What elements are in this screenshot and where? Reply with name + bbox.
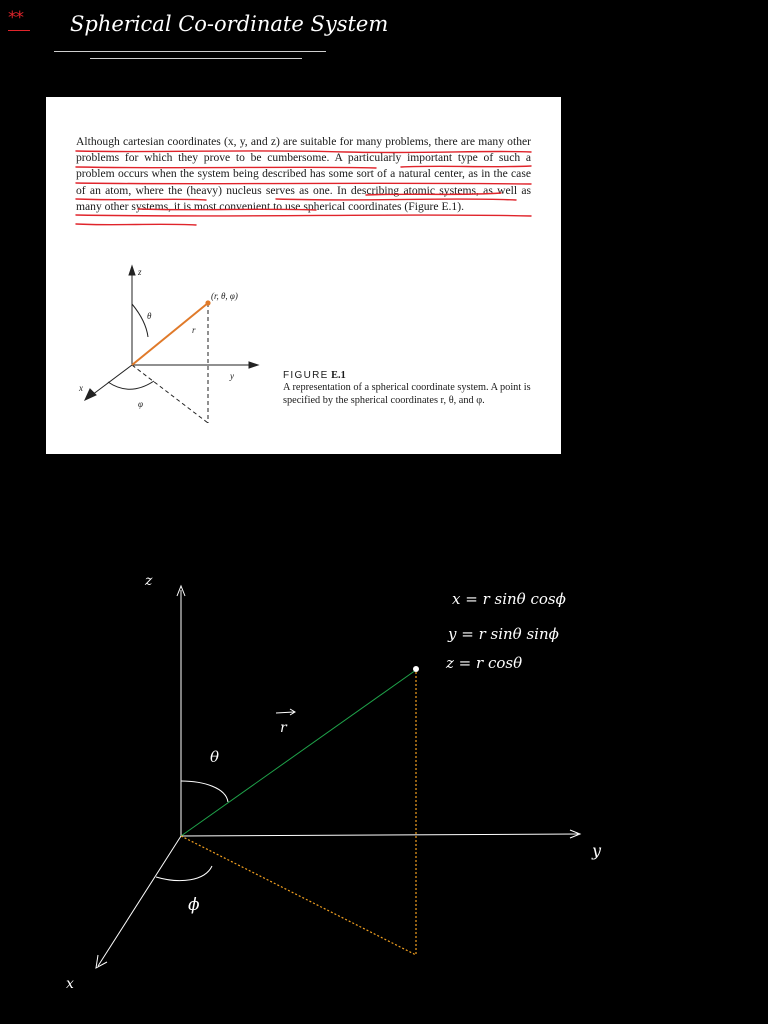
equation-z: z = r cosθ (446, 654, 523, 672)
fig-point-label: (r, θ, φ) (211, 291, 238, 301)
hand-phi-arc (156, 866, 212, 881)
fig-label-z: z (138, 267, 142, 277)
equation-y: y = r sinθ sinϕ (448, 625, 559, 643)
fig-point-dot (205, 300, 210, 305)
hand-label-theta: θ (210, 748, 220, 766)
figure-caption-text: A representation of a spherical coordinate system. A point is specified by the spherical coordinates r, θ, and φ. (283, 382, 531, 406)
hand-theta-arc (181, 781, 228, 802)
page-title: Spherical Co-ordinate System (70, 12, 389, 36)
title-underline-second (90, 58, 302, 59)
hand-label-x: x (66, 976, 74, 992)
title-underline (54, 51, 326, 52)
fig-y-arrowhead (249, 362, 258, 368)
fig-phi-arc (108, 381, 154, 389)
textbook-excerpt (46, 97, 561, 454)
fig-projection-line (132, 365, 208, 423)
hand-x-axis (98, 836, 181, 966)
figure-caption (283, 370, 533, 407)
figure-caption-title (283, 370, 533, 382)
fig-z-arrowhead (129, 266, 135, 275)
fig-theta-arc (132, 304, 148, 337)
fig-x-axis (92, 365, 132, 395)
stars-mark: ** (8, 8, 23, 28)
hand-label-r: r (280, 720, 287, 736)
equation-x: x = r sinθ cosϕ (452, 590, 566, 608)
figure-caption-number: E.1 (331, 370, 346, 381)
hand-projection-line (181, 836, 416, 955)
textbook-paragraph (76, 134, 531, 215)
hand-x-arrowhead (96, 955, 107, 968)
handwritten-diagram (0, 470, 768, 1024)
fig-label-x: x (79, 383, 83, 393)
vector-arrow-bar (276, 712, 294, 713)
paragraph-text: Although cartesian coordinates (x, y, and z) are suitable for many problems, there are many other problems for which they prove to be cumbersome. A particularly important type of such a problem occurs when the system being described has some sort of a natural center, as in the case of an atom, where the (heavy) nucleus serves as one. In describing atomic systems, as well as many other systems, it is most convenient to use spherical coordinates (Figure E.1). (76, 135, 531, 213)
hand-label-phi: ϕ (188, 895, 200, 915)
fig-label-phi: φ (138, 399, 143, 409)
fig-x-arrowhead (85, 389, 96, 400)
figure-caption-label: FIGURE (283, 370, 329, 381)
hand-y-axis (181, 834, 578, 836)
hand-point-dot (413, 666, 419, 672)
hand-label-z: z (145, 573, 153, 589)
fig-label-r: r (192, 325, 196, 335)
fig-r-vector (132, 303, 208, 365)
fig-label-y: y (230, 371, 234, 381)
fig-label-theta: θ (147, 311, 152, 321)
hand-label-y: y (592, 841, 602, 860)
stars-underline (8, 30, 30, 31)
